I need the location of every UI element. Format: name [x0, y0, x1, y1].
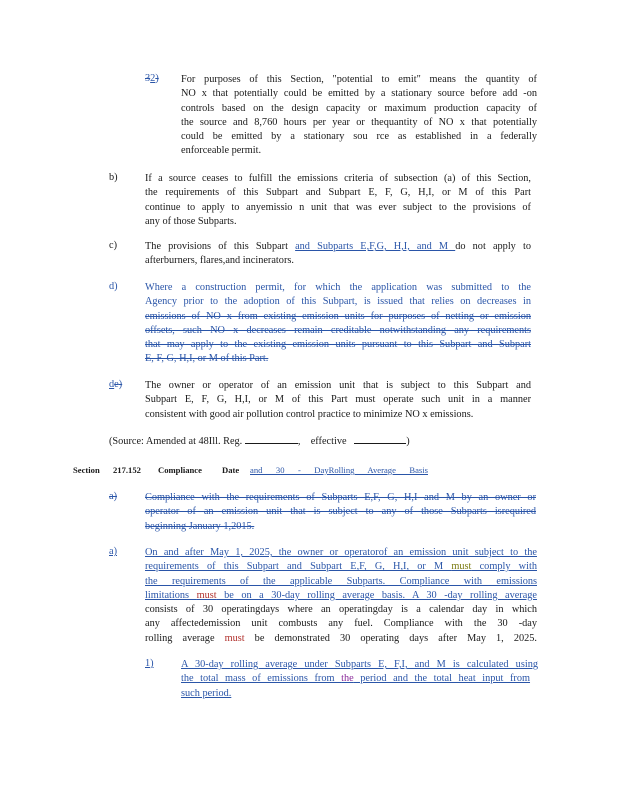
paragraph-a-new — [145, 546, 537, 646]
paragraph-b — [145, 172, 531, 229]
text-run: requirements of this Subpart and Subpart E,F, G, H,I, or M — [145, 561, 452, 573]
inserted-text-line: On and after May 1, 2025, the owner or operatorof an emission unit subject to the — [145, 547, 537, 558]
paragraph-label-c: c) — [109, 240, 117, 251]
text-line: enforceable permit. — [181, 145, 262, 157]
deleted-text-line: that may apply to the existing emission units pursuant to this Subpart and Subpart — [145, 339, 531, 351]
inserted-text-line: such period. — [181, 687, 232, 699]
text-line: any of those Subparts. — [145, 215, 237, 227]
paragraph-d — [145, 281, 531, 367]
blank-line — [245, 434, 298, 444]
deleted-text-line: E, F, G, H,I, or M of this Part. — [145, 353, 269, 365]
paragraph-32 — [181, 73, 537, 159]
label-close: ) — [155, 73, 159, 84]
inserted-text: and 30 - DayRolling Average Basis — [250, 465, 428, 475]
text-line: consists of 30 operatingdays where an operatingday is a calendar day in which — [145, 604, 537, 616]
text-line: Where a construction permit, for which the application was submitted to the — [145, 282, 531, 293]
section-title-compliance: Compliance — [158, 465, 202, 475]
text-line: consistent with good air pollution control practice to minimize NO x emissions. — [145, 408, 474, 420]
text-line: continue to apply to anyemissio n unit that was ever subject to the provisions of — [145, 201, 531, 213]
text-run: rolling average — [145, 632, 225, 644]
section-label: Section — [73, 465, 100, 475]
deleted-text-line: operator of an emission unit that is subject to any of those Subparts isrequired — [145, 506, 536, 518]
text-line: could be emitted by a stationary sou rce as established in a federally — [181, 131, 537, 143]
text-line: the requirements of this Subpart and Subpart E, F, G, H,I, or M of this Part — [145, 187, 531, 199]
label-close: ) — [118, 379, 123, 390]
paragraph-label-1: 1) — [145, 658, 154, 669]
text-line: The owner or operator of an emission unit that is subject to this Subpart and — [145, 380, 531, 391]
paragraph-label-de — [109, 379, 122, 390]
paragraph-c — [145, 240, 531, 269]
must-word: must — [196, 589, 217, 601]
text-line: NO x that potentially could be emitted by a stationary source before add -on — [181, 88, 537, 100]
inserted-text-line: A 30-day rolling average under Subparts E, F,I, and M is calculated using — [181, 659, 538, 670]
inserted-text: and Subparts E,F,G, H,I, and M — [295, 241, 456, 252]
label-deleted-e: e — [114, 379, 119, 390]
text-run: period and the total heat input from — [353, 673, 531, 685]
section-title-date: Date — [222, 465, 240, 475]
text-run: comply with — [471, 561, 537, 573]
text-line: the source and 8,760 hours per year or thequantity of NO x that potentially — [181, 116, 537, 128]
inserted-text-line: the requirements of the applicable Subparts. Compliance with emissions — [145, 575, 537, 587]
text-run: do not apply to — [455, 241, 531, 252]
must-word: must — [224, 632, 245, 644]
paragraph-de — [145, 379, 531, 422]
text-line: Subpart E, F, G, H,I, or M of this Part must operate such unit in a manner — [145, 394, 531, 406]
text-run: the total mass of emissions from — [181, 673, 342, 685]
paragraph-label-32 — [145, 73, 159, 84]
text-line: If a source ceases to fulfill the emissions criteria of subsection (a) of this Section, — [145, 173, 531, 184]
deleted-text-line: beginning January 1,2015. — [145, 520, 255, 532]
text-run: be on a 30-day rolling average basis. A 30 -day rolling average — [216, 589, 538, 601]
source-effective: effective — [310, 436, 347, 447]
source-note — [109, 434, 410, 449]
label-inserted-2: 2 — [150, 73, 156, 84]
deleted-text-line: Compliance with the requirements of Subparts E,F, G, H,I and M by an owner or — [145, 492, 536, 503]
text-line: Agency prior to the adoption of this Subpart, is issued that relies on decreases in — [145, 296, 531, 308]
source-comma: , — [297, 436, 301, 447]
must-word: must — [451, 561, 472, 573]
source-prefix: (Source: Amended at 48Ill. Reg. — [109, 436, 243, 447]
blank-line — [354, 434, 406, 444]
text-line: afterburners, flares,and incinerators. — [145, 255, 294, 267]
text-run: limitations — [145, 589, 197, 601]
label-inserted-d: d — [109, 379, 115, 390]
deleted-text-line: emissions of NO x from existing emission units for purposes of netting or emission — [145, 310, 531, 322]
text-line: controls based on the design capacity or maximum production capacity of — [181, 102, 537, 114]
section-title-inserted — [250, 465, 428, 475]
label-deleted-3: 3 — [145, 73, 151, 84]
paragraph-label-d: d) — [109, 281, 118, 292]
inserted-text-line — [181, 672, 530, 686]
the-word: the — [341, 673, 354, 685]
text-run: be demonstrated 30 operating days after May 1, 2025. — [244, 632, 537, 644]
deleted-text-line: offsets, such NO x decreases remain creditable notwithstanding any requirements — [145, 324, 531, 336]
paragraph-label-a-deleted: a) — [109, 491, 117, 502]
source-close: ) — [406, 436, 410, 447]
text-line: any affectedemission unit combusts any fuel. Compliance with the 30 -day — [145, 618, 537, 630]
section-number: 217.152 — [113, 465, 141, 475]
text-run: The provisions of this Subpart — [145, 241, 296, 252]
inserted-text-line — [145, 589, 537, 603]
text-line — [145, 632, 537, 646]
text-line: For purposes of this Section, "potential to emit" means the quantity of — [181, 74, 537, 85]
paragraph-1 — [181, 658, 538, 701]
paragraph-label-b: b) — [109, 172, 118, 183]
paragraph-a-deleted — [145, 491, 536, 534]
inserted-text-line — [145, 560, 537, 574]
text-line — [145, 240, 531, 254]
paragraph-label-a-new: a) — [109, 546, 117, 557]
